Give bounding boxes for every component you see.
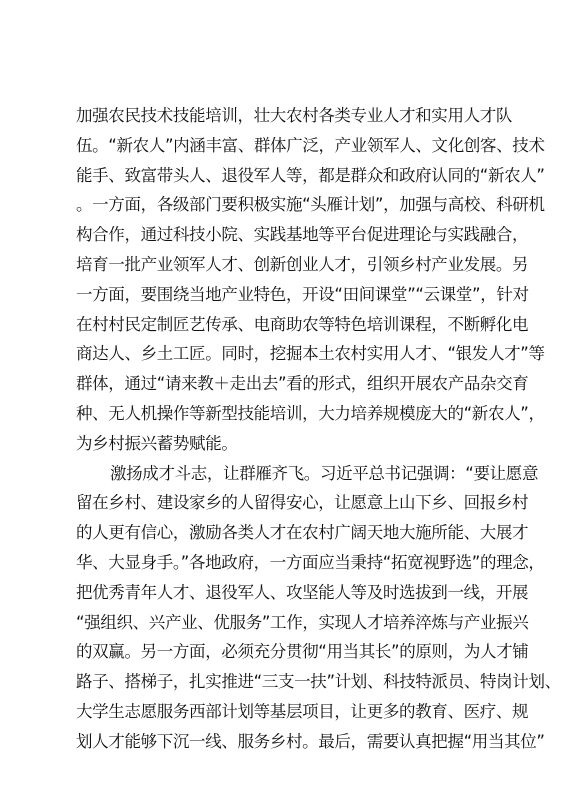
paragraph-1: [76, 101, 545, 459]
text-line: 一方面，要围绕当地产业特色，开设“田间课堂”“云课堂”，针对: [76, 284, 529, 304]
text-line: 的人更有信心，激励各类人才在农村广阔天地大施所能、大展才: [76, 523, 529, 543]
text-line: 培育一批产业领军人才、创新创业人才，引领乡村产业发展。另: [76, 254, 529, 274]
text-line: 商达人、乡土工匠。同时，挖掘本土农村实用人才、“银发人才”等: [76, 344, 545, 364]
text-line: 为乡村振兴蓄势赋能。: [76, 433, 238, 453]
text-line: 加强农民技术技能培训，壮大农村各类专业人才和实用人才队: [76, 106, 513, 125]
text-line: 伍。“新农人”内涵丰富、群体广泛，产业领军人、文化创客、技术: [76, 135, 545, 155]
text-line: 构合作，通过科技小院、实践基地等平台促进理论与实践融合，: [76, 225, 529, 245]
text-line: 路子、搭梯子，扎实推进“三支一扶”计划、科技特派员、特岗计划、: [76, 672, 561, 692]
text-line: 能手、致富带头人、退役军人等，都是群众和政府认同的“新农人”: [76, 165, 545, 185]
text-line: 华、大显身手。”各地政府，一方面应当秉持“拓宽视野选”的理念，: [76, 552, 545, 572]
text-line: 把优秀青年人才、退役军人、攻坚能人等及时选拔到一线，开展: [76, 582, 529, 602]
text-line: 在村村民定制匠艺传承、电商助农等特色培训课程，不断孵化电: [76, 314, 529, 334]
text-line: 大学生志愿服务西部计划等基层项目，让更多的教育、医疗、规: [76, 701, 529, 721]
text-line: 种、无人机操作等新型技能培训，大力培养规模庞大的“新农人”，: [76, 403, 545, 423]
text-line: 。一方面，各级部门要积极实施“头雁计划”，加强与高校、科研机: [76, 195, 545, 215]
text-line: 的双赢。另一方面，必须充分贯彻“用当其长”的原则，为人才铺: [76, 642, 529, 662]
text-line: 群体，通过“请来教＋走出去”看的形式，组织开展农产品杂交育: [76, 374, 529, 394]
text-line: 激扬成才斗志，让群雁齐飞。习近平总书记强调：“要让愿意: [110, 463, 539, 483]
paragraph-2: [76, 459, 561, 757]
text-line: 留在乡村、建设家乡的人留得安心，让愿意上山下乡、回报乡村: [76, 493, 529, 513]
text-line: 划人才能够下沉一线、服务乡村。最后，需要认真把握“用当其位”: [76, 731, 545, 751]
text-line: “强组织、兴产业、优服务”工作，实现人才培养淬炼与产业振兴: [76, 612, 529, 632]
body-text: [76, 101, 561, 757]
